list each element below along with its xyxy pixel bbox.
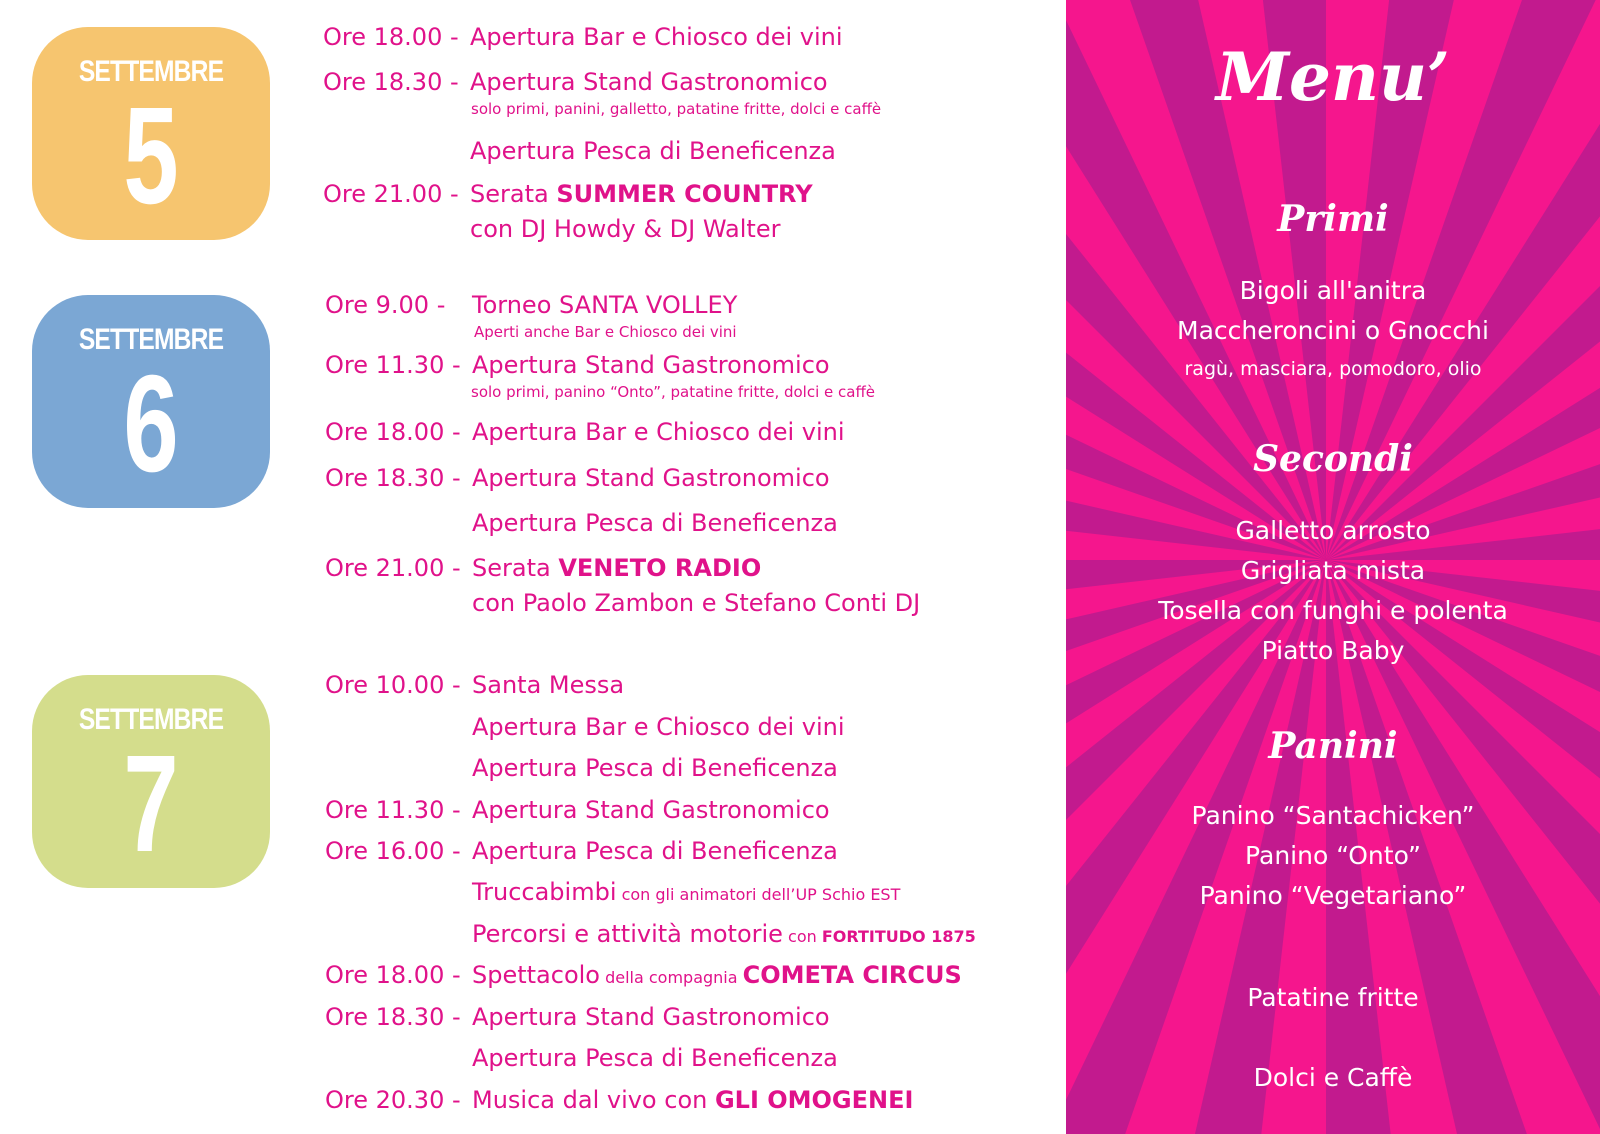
event-highlight: SUMMER COUNTRY	[556, 180, 813, 208]
day-badge-7	[32, 675, 270, 888]
event-text: Apertura Pesca di Beneficenza	[470, 137, 836, 165]
event-text-small: con gli animatori dell’UP Schio EST	[616, 885, 901, 904]
event-text: Apertura Bar e Chiosco dei vini	[470, 23, 843, 51]
event-text: Torneo SANTA VOLLEY	[472, 291, 738, 319]
badge-month: SETTEMBRE	[78, 55, 224, 88]
badge-day-number: 5	[123, 79, 179, 233]
event-row	[325, 671, 625, 699]
event-note: Aperti anche Bar e Chiosco dei vini	[474, 323, 737, 341]
event-text	[472, 556, 761, 580]
event-time: Ore 21.00 -	[323, 180, 459, 208]
event-highlight: GLI OMOGENEI	[714, 1086, 914, 1114]
event-text-lead: Serata	[470, 180, 557, 208]
section-heading-secondi: Secondi	[1253, 438, 1413, 480]
event-time: Ore 18.00 -	[325, 961, 461, 989]
event-row	[325, 554, 762, 582]
event-row	[325, 837, 838, 865]
event-row	[325, 1003, 830, 1031]
badge-month: SETTEMBRE	[78, 323, 224, 356]
event-row	[325, 796, 830, 824]
event-time: Ore 18.30 -	[325, 1003, 461, 1031]
event-text-lead: Spettacolo	[472, 961, 600, 989]
event-time: Ore 18.30 -	[325, 464, 461, 492]
badge-month: SETTEMBRE	[78, 703, 224, 736]
menu-item-note: ragù, masciara, pomodoro, olio	[1184, 358, 1482, 380]
event-text	[472, 880, 900, 904]
menu-item: Tosella con funghi e polenta	[1158, 596, 1508, 625]
event-row	[325, 351, 830, 379]
event-text-lead: Serata	[472, 554, 559, 582]
menu-item: Maccheroncini o Gnocchi	[1177, 316, 1489, 345]
event-text: Apertura Stand Gastronomico	[472, 351, 830, 379]
event-time: Ore 10.00 -	[325, 671, 461, 699]
event-text: Apertura Pesca di Beneficenza	[472, 509, 838, 537]
event-text: Apertura Pesca di Beneficenza	[472, 754, 838, 782]
event-text: Apertura Bar e Chiosco dei vini	[472, 418, 845, 446]
event-text: Apertura Stand Gastronomico	[472, 796, 830, 824]
menu-item: Galletto arrosto	[1235, 516, 1431, 545]
event-text: Apertura Stand Gastronomico	[472, 464, 830, 492]
event-row	[323, 180, 813, 208]
event-time: Ore 18.00 -	[325, 418, 461, 446]
event-text-small: della compagnia	[600, 968, 743, 987]
event-row	[325, 961, 962, 989]
event-time: Ore 16.00 -	[325, 837, 461, 865]
event-time: Ore 18.00 -	[323, 23, 459, 51]
event-row	[323, 23, 843, 51]
event-time: Ore 11.30 -	[325, 351, 461, 379]
menu-item: Dolci e Caffè	[1253, 1063, 1413, 1092]
event-highlight: FORTITUDO 1875	[821, 927, 976, 946]
event-text	[470, 182, 813, 206]
menu-item: Panino “Santachicken”	[1191, 801, 1475, 830]
menu-title: Menu’	[1216, 38, 1450, 116]
section-heading-panini: Panini	[1268, 725, 1398, 767]
menu-item: Panino “Onto”	[1245, 841, 1421, 870]
menu-item: Panino “Vegetariano”	[1199, 881, 1467, 910]
event-text: Apertura Pesca di Beneficenza	[472, 837, 838, 865]
event-text	[472, 922, 976, 946]
event-text: Apertura Stand Gastronomico	[470, 68, 828, 96]
event-time: Ore 9.00 -	[325, 291, 446, 319]
event-time: Ore 20.30 -	[325, 1086, 461, 1114]
event-text-small: con	[782, 927, 822, 946]
event-row	[325, 291, 738, 319]
event-text-lead: Percorsi e attività motorie	[472, 920, 783, 948]
menu-item: Piatto Baby	[1261, 636, 1405, 665]
event-time: Ore 21.00 -	[325, 554, 461, 582]
event-row	[325, 1086, 914, 1114]
menu-panel	[1066, 0, 1600, 1134]
event-time: Ore 11.30 -	[325, 796, 461, 824]
event-text-lead: Truccabimbi	[472, 878, 617, 906]
event-text: con DJ Howdy & DJ Walter	[470, 215, 781, 243]
event-text: con Paolo Zambon e Stefano Conti DJ	[472, 589, 921, 617]
event-text-lead: Musica dal vivo con	[472, 1086, 715, 1114]
event-text: Apertura Pesca di Beneficenza	[472, 1044, 838, 1072]
day-badge-5	[32, 27, 270, 240]
event-text: Santa Messa	[472, 671, 625, 699]
menu-item: Grigliata mista	[1240, 556, 1426, 585]
menu-item: Bigoli all'anitra	[1239, 276, 1427, 305]
event-note: solo primi, panini, galletto, patatine fritte, dolci e caffè	[471, 100, 882, 118]
event-row	[325, 464, 830, 492]
badge-day-number: 7	[123, 727, 179, 881]
event-time: Ore 18.30 -	[323, 68, 459, 96]
menu-item: Patatine fritte	[1247, 983, 1419, 1012]
event-row	[323, 68, 828, 96]
event-text	[472, 1088, 913, 1112]
section-heading-primi: Primi	[1277, 198, 1389, 240]
event-highlight: VENETO RADIO	[558, 554, 762, 582]
day-badge-6	[32, 295, 270, 508]
event-note: solo primi, panino “Onto”, patatine fritte, dolci e caffè	[471, 383, 876, 401]
event-text: Apertura Bar e Chiosco dei vini	[472, 713, 845, 741]
event-highlight: COMETA CIRCUS	[742, 961, 962, 989]
event-row	[325, 418, 845, 446]
event-text: Apertura Stand Gastronomico	[472, 1003, 830, 1031]
badge-day-number: 6	[123, 347, 179, 501]
event-text	[472, 963, 962, 987]
